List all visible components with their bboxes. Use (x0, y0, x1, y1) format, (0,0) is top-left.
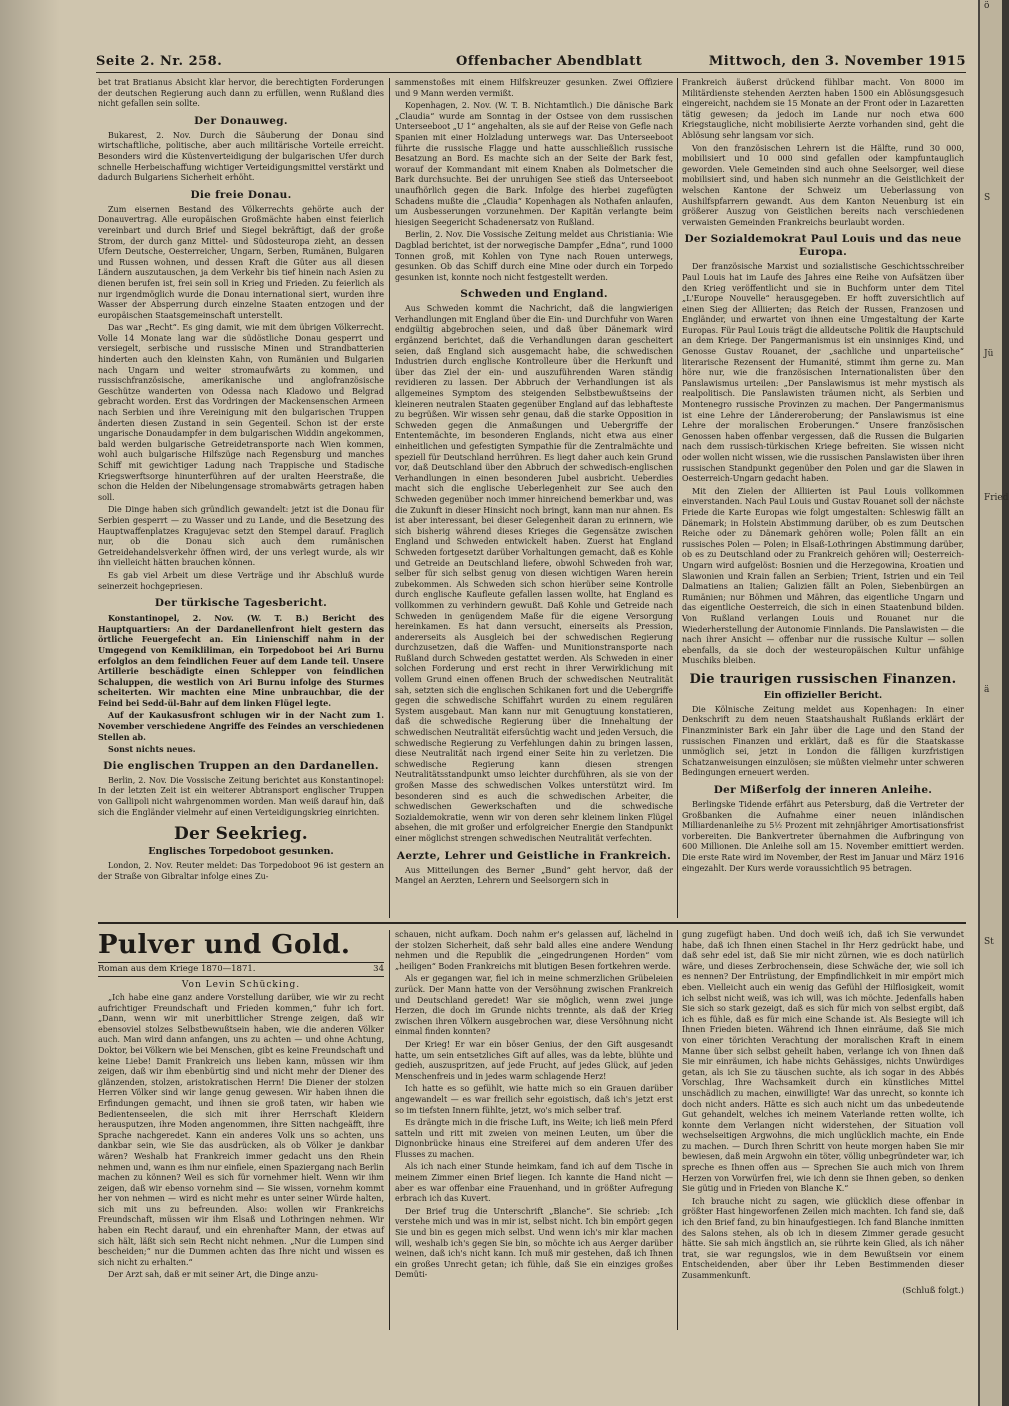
edge-fragment (984, 228, 1002, 240)
edge-fragment (984, 828, 1002, 840)
edge-fragment (984, 888, 1002, 900)
edge-fragment (984, 624, 1002, 636)
headline-paul-louis: Der Sozialdemokrat Paul Louis und das neue Europa. (684, 233, 962, 259)
novel-subtitle-row (98, 962, 384, 977)
headline-seekrieg: Der Seekrieg. (173, 824, 309, 845)
page-number: Seite 2. Nr. 258. (96, 54, 223, 69)
edge-fragment (984, 276, 1002, 288)
novel-column-1 (98, 930, 384, 1330)
article-paragraph: Das war „Recht“. Es ging damit, wie mit dem übrigen Völkerrecht. Volle 14 Monate lang war die südöstliche Donau gesperrt und versiegelt, serbische und russische Minen und Strandbatterien hinderten auch den kleinsten Kahn, von Rumänien und Bulgarien nach Ungarn und weiter stromaufwärts zu kommen, und russischfranzösische, amerikanische und anglofranzösische Geschütze wanderten von Odessa nach Kladowo und Belgrad gebracht worden. Erst das Vordringen der Mackensenschen Armeen nach Serbien und ihre Vereinigung mit den bulgarischen Truppen änderten diesen Zustand in sein Gegenteil. Schon ist der erste ungarische Donaudampfer in dem bulgarischen Widdin angekommen, bald werden bulgarische Getreidetransporte nach Wien kommen, wohl auch bulgarische Hilfszüge nach Regensburg und manches Schiff mit gewichtiger Ladung nach Trappische und Stadische Kriegswerftsorge hinunterführen auf der uralten Heerstraße, die schon die Helden der Nibelungensage stromabwärts getragen haben soll. (98, 323, 384, 502)
edge-fragment (984, 660, 1002, 672)
novel-title: Pulver und Gold. (98, 930, 351, 960)
novel-paragraph: schauen, nicht aufkam. Doch nahm er's gelassen auf, lächelnd in der stolzen Sicherheit, daß sehr bald alles eine andere Wendung nehmen und die Republik die „eingedrungenen Horden“ vom „heiligen“ Boden Frankreichs mit blutigen Besen fortkehren werde. (395, 930, 673, 971)
edge-fragment (984, 300, 1002, 312)
edge-fragment: Jü (984, 349, 994, 359)
edge-fragment (984, 408, 1002, 420)
edge-fragment (984, 12, 1002, 24)
novel-paragraph: Es drängte mich in die frische Luft, ins Weite; ich ließ mein Pferd satteln und ritt mit zweien von meinen Leuten, um über die Dignonbrücke hinaus eine Streiferei auf dem anderen Ufer des Flusses zu machen. (395, 1118, 673, 1159)
headline-schweden-england: Schweden und England. (460, 288, 608, 301)
column-2 (395, 78, 673, 918)
novel-paragraph: Als er gegangen war, fiel ich in meine schmerzlichen Grübeleien zurück. Der Mann hatte von der Versöhnung zwischen Frankreich und Deutschland geredet! War sie möglich, wenn zwei junge Herzen, die doch im Grunde nichts trennte, als daß der Krieg zwischen ihren Völkern ausgebrochen war, diese Versöhnung nicht einmal finden konnten? (395, 974, 673, 1037)
edge-fragment (984, 132, 1002, 144)
edge-fragment (984, 576, 1002, 588)
article-paragraph: Es gab viel Arbeit um diese Verträge und ihr Abschluß wurde seinerzeit hochgepriesen. (98, 570, 384, 591)
edge-fragment (984, 600, 1002, 612)
edge-fragment (984, 324, 1002, 336)
edge-fragment (984, 552, 1002, 564)
edge-fragment (984, 840, 1002, 852)
edge-fragment (984, 792, 1002, 804)
novel-paragraph: Der Krieg! Er war ein böser Genius, der den Gift ausgesandt hatte, um sein entsetzliches Gift auf alles, was da lebte, blühte und gedieh, auszuspritzen, auf jede Frucht, auf jedes Glück, auf jeden Menschenfreis und in jedes warm schlagende Herz! (395, 1039, 673, 1081)
edge-fragment (984, 672, 1002, 684)
article-continuation: bet trat Bratianus Absicht klar hervor, die berechtigten Forderungen der deutschen Regierung auch dann zu erfüllen, wenn Rußland dies nicht gefallen sein sollte. (98, 78, 384, 109)
edge-fragment (984, 396, 1002, 408)
novel-author: Von Levin Schücking. (181, 980, 301, 990)
edge-fragment (984, 204, 1002, 216)
column-rule (677, 930, 678, 1330)
novel-column-3 (682, 930, 964, 1330)
edge-fragment (984, 924, 1002, 936)
edge-fragment (984, 96, 1002, 108)
column-rule (389, 930, 390, 1330)
edge-fragment (984, 612, 1002, 624)
edge-fragment (984, 24, 1002, 36)
edge-fragment: S (984, 193, 991, 203)
edge-fragment (984, 108, 1002, 120)
article-continuation: Frankreich äußerst drückend fühlbar macht. Von 8000 im Militärdienste stehenden Aerzten haben 1500 ein Ablösungsgesuch eingereicht, nachdem sie 15 Monate an der Front oder in Lazaretten tätig gewesen; da jedoch im Lande nur noch etwa 600 Kriegstaugliche, nicht mobilisierte Aerzte vorhanden sind, geht die Ablösung sehr langsam vor sich. (682, 78, 964, 140)
edge-fragment: Fried (984, 493, 1009, 503)
edge-fragment (984, 528, 1002, 540)
article-paragraph: Mit den Zielen der Alliierten ist Paul Louis vollkommen einverstanden. Nach Paul Louis und Gustav Rouanet soll der nächste Friede die Karte Europas wie folgt umgestalten: Schleswig fällt an Dänemark; in Holstein Abstimmung darüber, ob es zum Deutschen Reiche oder zu Dänemark gehören wolle; Polen fällt an ein russisches Polen — Polen; in Elsaß-Lothringen Abstimmung darüber, ob es zu Deutschland oder zu Frankreich gehören will; Oesterreich-Ungarn wird aufgelöst: Bosnien und die Herzegowina, Kroatien und Slawonien und Krain fallen an Serbien; Trient, Istrien und ein Teil Dalmatiens an Italien; Galizien fällt an Polen, Siebenbürgen an Rumänien; nur Böhmen und Mähren, das eigentliche Ungarn und das eigentliche Oesterreich, die sich in einen Staatenbund bilden. Von Rußland verlangen Louis und Rouanet nur die Wiederherstellung der Autonomie Finnlands. Die Panslawisten — die nach ihrer Ansicht — offenbar nur die russische Kultur — sollen ebenfalls, da sie doch der westeuropäischen Kultur unfähige Muschiks bleiben. (682, 486, 964, 666)
edge-fragment: St (984, 937, 994, 947)
edge-fragment (984, 120, 1002, 132)
article-paragraph: Von den französischen Lehrern ist die Hälfte, rund 30 000, mobilisiert und 10 000 sind gefallen oder kampfuntauglich geworden. Viele Gemeinden sind auch ohne Seelsorger, weil diese mobilisiert sind, und haben sich nunmehr an die Geistlichkeit der welschen Kantone der Schweiz um Ueberlassung von Aushilfspfarrern gewandt. Aus dem Kanton Neuenburg ist ein größerer Auszug von Geistlichen bereits nach verschiedenen verwaisten Gemeinden Frankreichs beurlaubt worden. (682, 143, 964, 227)
edge-fragment (984, 780, 1002, 792)
edge-fragment (984, 588, 1002, 600)
article-paragraph: Berlingske Tidende erfährt aus Petersburg, daß die Vertreter der Großbanken die Aufnahme einer neuen inländischen Milliardenanleihe zu 5½ Prozent mit zehnjähriger Amortisationsfrist vorbereiten. Die Bankvertreter übernahmen die Aufbringung von 600 Millionen. Die Anleihe soll am 15. November emittiert werden. Die erste Rate wird im November, der Rest im Januar und März 1916 eingezahlt. Der Kurs werde voraussichtlich 95 betragen. (682, 800, 964, 873)
edge-fragment (984, 384, 1002, 396)
edge-fragment (984, 480, 1002, 492)
novel-paragraph: Der Brief trug die Unterschrift „Blanche“. Sie schrieb: „Ich verstehe mich und was in mir ist, selbst nicht. Ich bin empört gegen Sie und bin es gegen mich selbst. Und wenn ich's mir klar machen will, weshalb ich's gegen Sie bin, so möchte ich aus Aerger darüber weinen, daß ich's nicht kann. Ich muß mir gestehen, daß ich Ihnen ein großes Unrecht getan; ich fühle, daß Sie ein einziges großes Demüti- (395, 1206, 673, 1280)
headline-tuerkischer-tagesbericht: Der türkische Tagesbericht. (154, 597, 328, 610)
headline-aerzte-lehrer: Aerzte, Lehrer und Geistliche in Frankreich. (396, 849, 672, 862)
novel-paragraph: „Ich habe eine ganz andere Vorstellung darüber, wie wir zu recht aufrichtiger Freundschaft und Frieden kommen,“ fuhr ich fort. „Dann, wenn wir mit unerbittlicher Strenge zeigen, daß wir ebensoviel stolzes Selbstbewußtsein haben, wie die anderen Völker auch. Man wird dann anfangen, uns zu achten — und ohne Achtung, Doktor, bei Völkern wie bei Menschen, gibt es keine Freundschaft und keine Liebe! Damit Frankreich uns lieben kann, müssen wir ihm zeigen, daß wir ihm ebenbürtig sind und nicht mehr der Diener des glänzenden, stolzen, aristokratischen Herrn! Die Diener der stolzen Herren Völker sind wir lange genug gewesen. Wir haben ihnen die Erfindungen gemacht, und ihnen sie groß taten, wir haben wie Bedientenseelen, die sich mit ihrer Herrschaft Kleidern herausputzen, ihre Moden angenommen, ihre Sitten nachgeäfft, ihre Sprache nachgeredet. Kann ein anderes Volk uns so achten, uns dankbar sein, wie Sie das ausdrücken, als ob Völker je dankbar wären? Weshalb hat Frankreich immer gedacht uns den Rhein nehmen und, wann es ihm nur einfiele, einen Spaziergang nach Berlin machen zu können? Weil es sich für vornehmer hielt. Wenn wir ihm zeigen, daß wir ebenso vornehm sind — Sie wissen, vornehm kommt her von nehmen — wird es nicht mehr es unter seiner Würde halten, sich mit uns zu befreunden. Also: wollen wir Frankreichs Freundschaft, müssen wir ihm Elsaß und Lothringen nehmen. Wir haben ein Recht darauf, und ein ehrenhafter Mann, der etwas auf sich hält, läßt sich sein Recht nicht nehmen. „Nur die Lumpen sind bescheiden;“ nur die Dummen achten das Ihre nicht und wissen es sich nicht zu erhalten.“ (98, 993, 384, 1267)
headline-donauweg: Der Donauweg. (194, 114, 288, 127)
page-gutter-shadow (0, 0, 60, 1406)
newspaper-title: Offenbacher Abendblatt (456, 54, 643, 69)
edge-fragment (984, 876, 1002, 888)
novel-paragraph: Ich brauche nicht zu sagen, wie glücklich diese offenbar in größter Hast hingeworfenen Zeilen mich machten. Ich fand sie, daß ich den Brief fand, zu bin hinaufgestiegen. Ich fand Blanche inmitten des Salons stehen, als ob ich in diesem Zimmer gerade gesucht hätte. Sie sah mich ängstlich an, sie rührte kein Glied, als ich näher trat, sie war regungslos, wie in dem Bewußtsein vor einem Entscheidenden, aber über ihr Leben Bestimmenden dieser Zusammenkunft. (682, 1196, 964, 1280)
edge-fragment (984, 60, 1002, 72)
novel-paragraph: Ich hatte es so gefühlt, wie hatte mich so ein Grauen darüber angewandelt — es war freilich sehr egoistisch, daß ich's jetzt erst so im tiefsten Innern fühlte, jetzt, wo's mich selber traf. (395, 1084, 673, 1115)
article-paragraph: Der französische Marxist und sozialistische Geschichtsschreiber Paul Louis hat im Laufe des Jahres eine Reihe von Aufsätzen über den Krieg veröffentlicht und sie in Buchform unter dem Titel „L'Europe Nouvelle“ herausgegeben. Er hofft zuversichtlich auf einen Sieg der Alliierten; das Reich der Russen, Franzosen und Engländer, und erwartet von ihnen eine Umgestaltung der Karte Europas. Für Paul Louis trägt die alldeutsche Politik die Hauptschuld an dem Kriege. Der Pangermanismus ist ein unsinniges Kind, und Genosse Gustav Rouanet, der „sachliche und unparteiische“ literarische Rezensent der Humanité, stimmt ihm gerne zu. Man höre nur, wie die französischen Internationalisten über den Panslawismus urteilen: „Der Panslawismus ist mehr mystisch als realpolitisch. Die Panslawisten träumen nicht, als Serbien und Montenegro russische Provinzen zu machen. Der Pangermanismus ist eine Lehre der Ländereroberung; der Panslawismus ist eine Lehre der moralischen Eroberungen.“ Unsere französischen Genossen haben offenbar vergessen, daß die Russen die Bulgarien nach dem russisch-türkischen Kriege befreiten. Sie wissen nicht oder wollen nicht wissen, wie die russischen Panslawisten über ihren russischen Standpunkt gegenüber den Polen und gar die Slawen in Oesterreich-Ungarn gedacht haben. (682, 262, 965, 484)
subheadline-offizieller-bericht: Ein offizieller Bericht. (763, 689, 883, 701)
article-paragraph: Berlin, 2. Nov. Die Vossische Zeitung berichtet aus Konstantinopel: In der letzten Zeit ist ein weiterer Abtransport englischer Truppen von Gallipoli nicht wahrgenommen worden. Man weiß darauf hin, daß sich die Engländer vielmehr auf einen Verteidigungskrieg einrichten. (98, 775, 384, 817)
column-rule (677, 78, 678, 918)
novel-column-2 (395, 930, 673, 1330)
feuilleton-divider (98, 922, 966, 924)
article-paragraph: Konstantinopel, 2. Nov. (W. T. B.) Bericht des Hauptquartiers: An der Dardanellenfront hielt gestern das örtliche Feuergefecht an. Ein Linienschiff nahm in der Umgegend von Kemikliliman, ein Torpedoboot bei Ari Burnu erfolglos an dem feindlichen Feuer auf dem Lande teil. Unsere Artillerie beschädigte einen Schlepper von feindlichen Schaluppen, die westlich von Ari Burnu infolge des Sturmes scheiterten. Wir machten eine Mine unbrauchbar, die der Feind bei Sedd-ül-Bahr auf dem linken Flügel legte. (98, 613, 384, 708)
headline-russische-finanzen: Die traurigen russischen Finanzen. (689, 671, 957, 687)
edge-fragment (984, 168, 1002, 180)
adjacent-page-edge (978, 0, 1009, 1406)
edge-fragment (984, 816, 1002, 828)
headline-englische-truppen: Die englischen Truppen an den Dardanellen. (103, 759, 379, 772)
masthead (96, 52, 966, 73)
edge-fragment (984, 516, 1002, 528)
edge-fragment (984, 504, 1002, 516)
novel-continuation-note: (Schluß folgt.) (902, 1285, 964, 1296)
column-1 (98, 78, 384, 918)
edge-fragment (984, 756, 1002, 768)
column-3 (682, 78, 964, 918)
article-paragraph: Die Dinge haben sich gründlich gewandelt: jetzt ist die Donau für Serbien gesperrt — zu Wasser und zu Lande, und die Besetzung des Hauptwaffenplatzes Kragujevac setzt den Stempel darauf. Fraglich nur, ob die Donau sich auch dem rumänischen Getreidehandelsverkehr öffnen wird, der uns verlegt wurde, als wir ihn vielleicht hätten brauchen können. (98, 505, 384, 568)
article-continuation: sammenstoßes mit einem Hilfskreuzer gesunken. Zwei Offiziere und 9 Mann werden vermißt. (395, 78, 673, 98)
edge-fragment (984, 468, 1002, 480)
article-paragraph: Aus Mitteilungen des Berner „Bund“ geht hervor, daß der Mangel an Aerzten, Lehrern und Seelsorgern sich in (395, 865, 673, 886)
edge-fragment (984, 768, 1002, 780)
edge-fragment (984, 564, 1002, 576)
edge-fragment (984, 456, 1002, 468)
novel-paragraph: gung zugefügt haben. Und doch weiß ich, daß ich Sie verwundet habe, daß ich Ihnen einen Stachel in Ihr Herz gedrückt habe, und daß sehr edel ist, daß Sie mir nicht zürnen, wie es doch natürlich wäre, und dieses Zerbrochensein, diese Schwäche der, wie soll ich es nennen? Der Entrüstung, der Empfindlichkeit in mir empört mich eben. Vielleicht auch ein wenig das Gefühl der Hilflosigkeit, womit ich selbst nicht weiß, was ich will, was ich möchte. Jedenfalls haben Sie sich so stark gezeigt, daß es sich für mich von selbst ergibt, daß ich es fühle, daß es für mich eine Schande ist. Als Besiegte will ich Ihnen Frieden bieten. Während ich Ihnen einräume, daß Sie mich von einer törichten Verachtung der moralischen Kraft in einem Manne über sich selbst geheilt haben, verlange ich von Ihnen daß Sie mir einräumen, ich habe nichts Gehässiges, nichts Unwürdiges getan, als ich Sie zu täuschen suchte, als ich sogar in des Abbés Vorschlag, Ihre Wachsamkeit durch ein künstliches Mittel unschädlich zu machen, einwilligte! War das unrecht, so konnte ich doch nicht anders. Hätte es sich auch nicht um das unbedeutende Gut gehandelt, welches ich meinem Vaterlande retten wollte, ich konnte dem Verlangen nicht widerstehen, der Situation voll wechselseitigen Argwohns, die mich unglücklich machte, ein Ende zu machen. — Durch Ihren Schritt von heute morgen haben Sie mir bewiesen, daß mein Argwohn ein töter, völlig unbegründeter war, ich spreche es Ihnen offen aus — Sprechen Sie auch mich von Ihrem Herzen von Vorwürfen frei, wie ich denn sie Ihnen geben, so denken Sie gütig und in Frieden von Blanche K.“ (682, 930, 964, 1194)
article-paragraph: Auf der Kaukasusfront schlugen wir in der Nacht zum 1. November verschiedene Angriffe des Feindes an verschiedenen Stellen ab. (98, 710, 384, 742)
edge-fragment (984, 288, 1002, 300)
column-rule (389, 78, 390, 918)
article-paragraph: London, 2. Nov. Reuter meldet: Das Torpedoboot 96 ist gestern an der Straße von Gibraltar infolge eines Zu- (98, 861, 384, 881)
edge-fragment (984, 900, 1002, 912)
edge-fragment (984, 804, 1002, 816)
issue-date: Mittwoch, den 3. November 1915 (708, 54, 966, 69)
headline-freie-donau: Die freie Donau. (190, 188, 292, 201)
edge-fragment (984, 648, 1002, 660)
headline-misserfolg-anleihe: Der Mißerfolg der inneren Anleihe. (713, 784, 933, 797)
edge-fragment: ä (984, 685, 990, 695)
edge-fragment (984, 912, 1002, 924)
edge-fragment (984, 732, 1002, 744)
edge-fragment (984, 360, 1002, 372)
article-paragraph: Zum eisernen Bestand des Völkerrechts gehörte auch der Donauvertrag. Alle europäischen Großmächte haben einst feierlich vereinbart und durch Brief und Siegel bekräftigt, daß der große Strom, der durch ganz Mittel- und Südosteuropa zieht, an dessen Ufern Deutsche, Oesterreicher, Ungarn, Serben, Rumänen, Bulgaren und Russen wohnen, und dessen Kraft die Güter aus all diesen Ländern auszutauschen, ja dem Verkehr bis tief hinein nach Asien zu dienen berufen ist, frei sein soll in Krieg und Frieden. Zu feierlich als nur irgendmöglich wurde die Donau international siert, wurden ihre Wasser der Absperrung durch einzelne Staaten entzogen und der europäischen Staatsgemeinschaft unterstellt. (98, 204, 384, 320)
novel-paragraph: Der Arzt sah, daß er mit seiner Art, die Dinge anzu- (108, 1270, 319, 1280)
edge-fragment (984, 444, 1002, 456)
edge-fragment (984, 708, 1002, 720)
edge-fragment (984, 216, 1002, 228)
edge-fragment (984, 864, 1002, 876)
edge-fragment (984, 240, 1002, 252)
edge-fragment (984, 72, 1002, 84)
article-paragraph: Berlin, 2. Nov. Die Vossische Zeitung meldet aus Christiania: Wie Dagblad berichtet, ist der norwegische Dampfer „Edna“, rund 1000 Tonnen groß, mit Kohlen von Tyne nach Rouen unterwegs, gesunken. Ob das Schiff durch eine Mine oder durch ein Torpedo gesunken ist, konnte noch nicht festgestellt werden. (395, 230, 673, 282)
edge-fragment (984, 144, 1002, 156)
article-paragraph: Aus Schweden kommt die Nachricht, daß die langwierigen Verhandlungen mit England über die Ein- und Durchfuhr von Waren endgültig abgebrochen seien, und daß über Dänemark wird ergänzend berichtet, daß die Verhandlungen daran gescheitert seien, daß England sich ausgemacht habe, die schwedischen Industrien durch englische Kontrolleure über die Herkunft und über das Ziel der ein- und auszuführenden Waren ständig revidieren zu lassen. Der Abbruch der Verhandlungen ist als allgemeines Symptom des steigenden Selbstbewußtseins der kleineren neutralen Staaten gegenüber England auf das lebhafteste zu begrüßen. Wir wissen sehr genau, daß die starke Opposition in Schweden gegen die Anmaßungen und Uebergriffe der Ententemächte, im besonderen Englands, nicht etwa aus einer einheitlichen und gefestigten Sympathie für die Zentralmächte und speziell für Deutschland herrühren. Es liegt daher auch kein Grund vor, daß Deutschland über den Abbruch der schwedisch-englischen Verhandlungen in einen besonderen Jubel ausbricht. Ueberdies macht sich die englische Ueberlegenheit zur See auch den Schweden gegenüber noch immer hinreichend bemerkbar und, was die Zukunft in dieser Hinsicht noch bringt, kann man nur ahnen. Es ist aber interessant, bei dieser Gelegenheit daran zu erinnern, wie sich bisherig während dieses Krieges die Gegensätze zwischen England und Schweden entwickelt haben. Zuerst hat England Schweden fortgesetzt darüber Vorhaltungen gemacht, daß es Kohle und Getreide an Deutschland liefere, obwohl Schweden froh war, selber für sich selbst genug von diesen wichtigen Waren herein zubekommen. Als Schweden sich schon hierüber seine Kontrolle durch englische Kaufleute gefallen lassen wollte, hat England es vollkommen zu verhindern gewußt. Daß Kohle und Getreide nach Schweden in genügendem Maße für die eigene Versorgung hereinkamen. Es hat dann versucht, einerseits als Pression, andererseits als Ausgleich bei der schwedischen Regierung durchzusetzen, daß die Waffen- und Munitionstransporte nach Rußland durch Schweden gestattet werden. Als Schweden in einer solchen Forderung und erst recht in ihrer Verwirklichung mit vollem Grund einen offenen Bruch der schwedischen Neutralität sah, setzten sich die englischen Schikanen fort und die Uebergriffe gegen die schwedische Schiffahrt wurden zu einem regulären System ausgebaut. Man kann nur mit Genugtuung konstatieren, daß die schwedische Regierung über die Innehaltung der schwedischen Neutralität eifersüchtig wacht und jeden Versuch, die schwedische Regierung zu Verfehlungen dahin zu bringen lassen, diese Neutralität nach irgend einer Seite hin zu verletzen. Die schwedische Regierung kann diesen strengen Neutralitätsstandpunkt umso leichter durchführen, als sie von der großen Masse des schwedischen Volkes unterstützt wird. Im besonderen sind es auch die schwedischen Arbeiter, die schwedischen Gewerkschaften und die schwedische Sozialdemokratie, wenn wir von deren sehr kleinem linken Flügel absehen, die mit großer und erfolgreicher Energie den Standpunkt einer möglichst strengen schwedischen Neutralität verfechten. (395, 304, 673, 843)
edge-fragment (984, 36, 1002, 48)
edge-fragment (984, 720, 1002, 732)
novel-paragraph: Als ich nach einer Stunde heimkam, fand ich auf dem Tische in meinem Zimmer einen Brief liegen. Ich kannte die Hand nicht — aber es war offenbar eine Frauenhand, und in größter Aufregung erbrach ich das Kuvert. (395, 1162, 673, 1204)
edge-fragment (984, 252, 1002, 264)
edge-fragment (984, 744, 1002, 756)
edge-fragment (984, 84, 1002, 96)
article-paragraph: Sonst nichts neues. (108, 744, 196, 755)
edge-fragment (984, 636, 1002, 648)
edge-fragment (984, 264, 1002, 276)
edge-fragment (984, 312, 1002, 324)
edge-fragment (984, 336, 1002, 348)
edge-fragment (984, 540, 1002, 552)
edge-fragment (984, 48, 1002, 60)
edge-fragment (984, 420, 1002, 432)
novel-installment-number: 34 (373, 964, 384, 974)
edge-fragment (984, 852, 1002, 864)
subheadline-torpedoboot: Englisches Torpedoboot gesunken. (148, 846, 334, 858)
edge-fragment (984, 372, 1002, 384)
edge-fragment (984, 156, 1002, 168)
edge-fragment: ö (984, 1, 990, 11)
article-paragraph: Kopenhagen, 2. Nov. (W. T. B. Nichtamtlich.) Die dänische Bark „Claudia“ wurde am Sonntag in der Ostsee von dem russischen Unterseeboot „U 1“ angehalten, als sie auf der Reise von Gefle nach Spanien mit einer Holzladung unterwegs war. Das Unterseeboot führte die russische Flagge und hatte ausschließlich russische Besatzung an Bord. Es machte sich an der Seite der Bark fest, worauf der Kommandant mit einem Knaben als Dolmetscher die Bark durchsuchte. Bei der unruhigen See stieß das Unterseeboot unaufhörlich gegen die Bark. Infolge des hierbei zugefügten Schadens mußte die „Claudia“ Kopenhagen als Nothafen anlaufen, um Ausbesserungen vorzunehmen. Der Kapitän verlangte beim hiesigen Seegericht Schadenersatz von Rußland. (395, 101, 673, 227)
novel-subtitle: Roman aus dem Kriege 1870—1871. (98, 964, 256, 974)
edge-fragment (984, 432, 1002, 444)
edge-fragment (984, 180, 1002, 192)
edge-fragment (984, 696, 1002, 708)
article-paragraph: Bukarest, 2. Nov. Durch die Säuberung der Donau sind wirtschaftliche, politische, aber auch militärische Vorteile erreicht. Besonders wird die Küstenverteidigung der bulgarischen Ufer durch schnelle Herbeischaffung wichtiger Verteidigungsmittel verstärkt und dadurch Bulgariens Sicherheit erhöht. (98, 130, 384, 183)
article-paragraph: Die Kölnische Zeitung meldet aus Kopenhagen: In einer Denkschrift zu dem neuen Staatshaushalt Rußlands erklärt der Finanzminister Bark ein Jahr über die Lage und den Stand der russischen Finanzen und erklärt, daß es für die Staatskasse unmöglich sei, jetzt in London die fälligen kurzfristigen Schatzanweisungen einzulösen; sie müßten vielmehr unter schweren Bedingungen erneuert werden. (682, 704, 964, 778)
